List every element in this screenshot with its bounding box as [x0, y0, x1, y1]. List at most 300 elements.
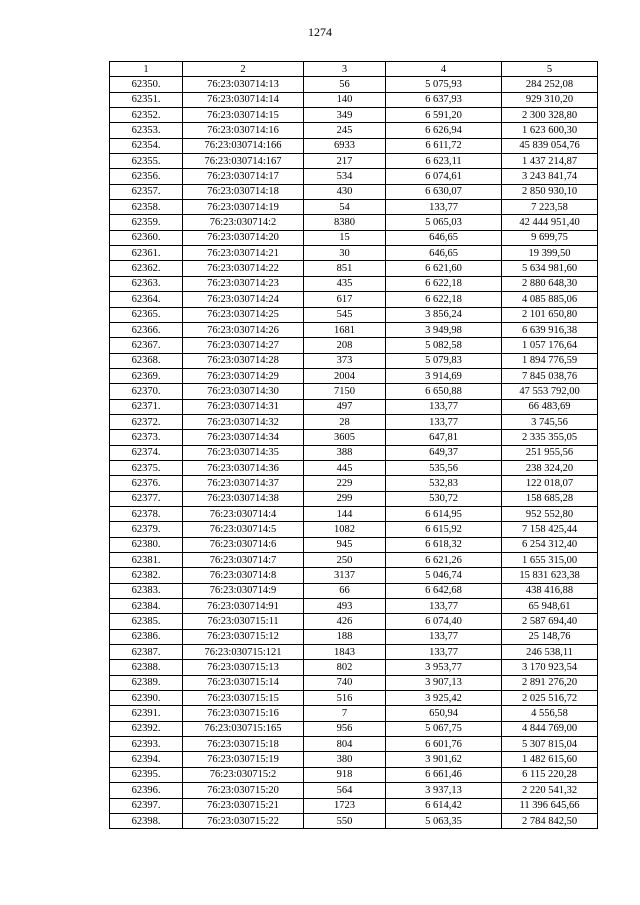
- total-value-cell: 2 784 842,50: [502, 813, 598, 828]
- row-number-cell: 62369.: [110, 368, 183, 383]
- area-cell: 956: [304, 721, 386, 736]
- table-header: [110, 62, 598, 77]
- total-value-cell: 7 158 425,44: [502, 522, 598, 537]
- table-row: [110, 261, 598, 276]
- area-cell: 430: [304, 184, 386, 199]
- column-header-4: 4: [386, 62, 502, 77]
- area-cell: 918: [304, 767, 386, 782]
- table-row: [110, 276, 598, 291]
- row-number-cell: 62396.: [110, 783, 183, 798]
- area-cell: 299: [304, 491, 386, 506]
- area-cell: 250: [304, 553, 386, 568]
- area-cell: 8380: [304, 215, 386, 230]
- area-cell: 2004: [304, 368, 386, 383]
- table-row: [110, 108, 598, 123]
- total-value-cell: 246 538,11: [502, 645, 598, 660]
- cadastral-number-cell: 76:23:030714:21: [183, 246, 304, 261]
- table-row: [110, 583, 598, 598]
- total-value-cell: 158 685,28: [502, 491, 598, 506]
- area-cell: 550: [304, 813, 386, 828]
- row-number-cell: 62370.: [110, 384, 183, 399]
- total-value-cell: 1 894 776,59: [502, 353, 598, 368]
- row-number-cell: 62360.: [110, 230, 183, 245]
- cadastral-number-cell: 76:23:030714:37: [183, 476, 304, 491]
- table-row: [110, 506, 598, 521]
- unit-value-cell: 649,37: [386, 445, 502, 460]
- table-row: [110, 353, 598, 368]
- total-value-cell: 9 699,75: [502, 230, 598, 245]
- area-cell: 435: [304, 276, 386, 291]
- cadastral-number-cell: 76:23:030714:5: [183, 522, 304, 537]
- area-cell: 6933: [304, 138, 386, 153]
- table-row: [110, 737, 598, 752]
- unit-value-cell: 532,83: [386, 476, 502, 491]
- table-row: [110, 169, 598, 184]
- unit-value-cell: 535,56: [386, 460, 502, 475]
- area-cell: 208: [304, 338, 386, 353]
- cadastral-number-cell: 76:23:030714:4: [183, 506, 304, 521]
- row-number-cell: 62350.: [110, 77, 183, 92]
- unit-value-cell: 6 626,94: [386, 123, 502, 138]
- total-value-cell: 25 148,76: [502, 629, 598, 644]
- table-row: [110, 230, 598, 245]
- row-number-cell: 62368.: [110, 353, 183, 368]
- cadastral-number-cell: 76:23:030714:14: [183, 92, 304, 107]
- table-row: [110, 215, 598, 230]
- unit-value-cell: 6 615,92: [386, 522, 502, 537]
- total-value-cell: 42 444 951,40: [502, 215, 598, 230]
- unit-value-cell: 530,72: [386, 491, 502, 506]
- row-number-cell: 62367.: [110, 338, 183, 353]
- row-number-cell: 62397.: [110, 798, 183, 813]
- cadastral-number-cell: 76:23:030715:2: [183, 767, 304, 782]
- cadastral-number-cell: 76:23:030715:14: [183, 675, 304, 690]
- data-table: [109, 61, 598, 829]
- unit-value-cell: 647,81: [386, 430, 502, 445]
- unit-value-cell: 6 591,20: [386, 108, 502, 123]
- area-cell: 54: [304, 200, 386, 215]
- unit-value-cell: 133,77: [386, 399, 502, 414]
- row-number-cell: 62389.: [110, 675, 183, 690]
- area-cell: 617: [304, 292, 386, 307]
- cadastral-number-cell: 76:23:030714:19: [183, 200, 304, 215]
- total-value-cell: 7 845 038,76: [502, 368, 598, 383]
- unit-value-cell: 6 618,32: [386, 537, 502, 552]
- row-number-cell: 62366.: [110, 322, 183, 337]
- total-value-cell: 2 850 930,10: [502, 184, 598, 199]
- cadastral-number-cell: 76:23:030714:38: [183, 491, 304, 506]
- table-body: [110, 77, 598, 829]
- cadastral-number-cell: 76:23:030714:23: [183, 276, 304, 291]
- area-cell: 373: [304, 353, 386, 368]
- area-cell: 15: [304, 230, 386, 245]
- row-number-cell: 62385.: [110, 614, 183, 629]
- area-cell: 1681: [304, 322, 386, 337]
- area-cell: 66: [304, 583, 386, 598]
- table-row: [110, 522, 598, 537]
- table-row: [110, 629, 598, 644]
- row-number-cell: 62359.: [110, 215, 183, 230]
- row-number-cell: 62386.: [110, 629, 183, 644]
- total-value-cell: 2 025 516,72: [502, 691, 598, 706]
- cadastral-number-cell: 76:23:030715:22: [183, 813, 304, 828]
- total-value-cell: 284 252,08: [502, 77, 598, 92]
- unit-value-cell: 6 642,68: [386, 583, 502, 598]
- cadastral-number-cell: 76:23:030714:7: [183, 553, 304, 568]
- total-value-cell: 6 115 220,28: [502, 767, 598, 782]
- row-number-cell: 62395.: [110, 767, 183, 782]
- table-row: [110, 123, 598, 138]
- total-value-cell: 6 639 916,38: [502, 322, 598, 337]
- total-value-cell: 1 057 176,64: [502, 338, 598, 353]
- table-row: [110, 246, 598, 261]
- unit-value-cell: 6 630,07: [386, 184, 502, 199]
- table-row: [110, 445, 598, 460]
- row-number-cell: 62382.: [110, 568, 183, 583]
- row-number-cell: 62374.: [110, 445, 183, 460]
- row-number-cell: 62378.: [110, 506, 183, 521]
- row-number-cell: 62373.: [110, 430, 183, 445]
- table-row: [110, 200, 598, 215]
- area-cell: 426: [304, 614, 386, 629]
- total-value-cell: 3 745,56: [502, 414, 598, 429]
- row-number-cell: 62377.: [110, 491, 183, 506]
- cadastral-number-cell: 76:23:030715:165: [183, 721, 304, 736]
- area-cell: 188: [304, 629, 386, 644]
- total-value-cell: 1 482 615,60: [502, 752, 598, 767]
- area-cell: 30: [304, 246, 386, 261]
- row-number-cell: 62388.: [110, 660, 183, 675]
- cadastral-number-cell: 76:23:030714:26: [183, 322, 304, 337]
- total-value-cell: 2 335 355,05: [502, 430, 598, 445]
- total-value-cell: 19 399,50: [502, 246, 598, 261]
- row-number-cell: 62387.: [110, 645, 183, 660]
- table-row: [110, 614, 598, 629]
- area-cell: 1723: [304, 798, 386, 813]
- table-row: [110, 599, 598, 614]
- unit-value-cell: 6 614,95: [386, 506, 502, 521]
- row-number-cell: 62356.: [110, 169, 183, 184]
- total-value-cell: 3 170 923,54: [502, 660, 598, 675]
- cadastral-number-cell: 76:23:030714:9: [183, 583, 304, 598]
- area-cell: 229: [304, 476, 386, 491]
- unit-value-cell: 5 065,03: [386, 215, 502, 230]
- unit-value-cell: 6 611,72: [386, 138, 502, 153]
- unit-value-cell: 6 650,88: [386, 384, 502, 399]
- unit-value-cell: 6 621,26: [386, 553, 502, 568]
- area-cell: 802: [304, 660, 386, 675]
- total-value-cell: 47 553 792,00: [502, 384, 598, 399]
- table-row: [110, 537, 598, 552]
- total-value-cell: 15 831 623,38: [502, 568, 598, 583]
- unit-value-cell: 3 901,62: [386, 752, 502, 767]
- area-cell: 545: [304, 307, 386, 322]
- unit-value-cell: 6 621,60: [386, 261, 502, 276]
- area-cell: 144: [304, 506, 386, 521]
- area-cell: 804: [304, 737, 386, 752]
- cadastral-number-cell: 76:23:030715:20: [183, 783, 304, 798]
- area-cell: 380: [304, 752, 386, 767]
- cadastral-number-cell: 76:23:030714:2: [183, 215, 304, 230]
- table-row: [110, 414, 598, 429]
- table-row: [110, 568, 598, 583]
- unit-value-cell: 133,77: [386, 645, 502, 660]
- cadastral-number-cell: 76:23:030715:11: [183, 614, 304, 629]
- unit-value-cell: 3 953,77: [386, 660, 502, 675]
- cadastral-number-cell: 76:23:030715:121: [183, 645, 304, 660]
- table-row: [110, 675, 598, 690]
- total-value-cell: 3 243 841,74: [502, 169, 598, 184]
- row-number-cell: 62384.: [110, 599, 183, 614]
- table-row: [110, 460, 598, 475]
- table-row: [110, 368, 598, 383]
- row-number-cell: 62398.: [110, 813, 183, 828]
- unit-value-cell: 5 075,93: [386, 77, 502, 92]
- cadastral-number-cell: 76:23:030714:13: [183, 77, 304, 92]
- unit-value-cell: 650,94: [386, 706, 502, 721]
- area-cell: 1843: [304, 645, 386, 660]
- table-row: [110, 752, 598, 767]
- area-cell: 945: [304, 537, 386, 552]
- area-cell: 516: [304, 691, 386, 706]
- row-number-cell: 62376.: [110, 476, 183, 491]
- cadastral-number-cell: 76:23:030714:27: [183, 338, 304, 353]
- column-header-3: 3: [304, 62, 386, 77]
- table-row: [110, 338, 598, 353]
- row-number-cell: 62355.: [110, 154, 183, 169]
- total-value-cell: 11 396 645,66: [502, 798, 598, 813]
- row-number-cell: 62393.: [110, 737, 183, 752]
- total-value-cell: 45 839 054,76: [502, 138, 598, 153]
- row-number-cell: 62354.: [110, 138, 183, 153]
- table-row: [110, 384, 598, 399]
- area-cell: 740: [304, 675, 386, 690]
- table-row: [110, 138, 598, 153]
- unit-value-cell: 6 637,93: [386, 92, 502, 107]
- cadastral-number-cell: 76:23:030714:167: [183, 154, 304, 169]
- unit-value-cell: 3 856,24: [386, 307, 502, 322]
- total-value-cell: 4 556,58: [502, 706, 598, 721]
- cadastral-number-cell: 76:23:030714:24: [183, 292, 304, 307]
- table-row: [110, 783, 598, 798]
- total-value-cell: 6 254 312,40: [502, 537, 598, 552]
- row-number-cell: 62375.: [110, 460, 183, 475]
- row-number-cell: 62381.: [110, 553, 183, 568]
- total-value-cell: 929 310,20: [502, 92, 598, 107]
- unit-value-cell: 133,77: [386, 629, 502, 644]
- table-row: [110, 660, 598, 675]
- total-value-cell: 2 101 650,80: [502, 307, 598, 322]
- unit-value-cell: 6 622,18: [386, 276, 502, 291]
- unit-value-cell: 3 907,13: [386, 675, 502, 690]
- row-number-cell: 62352.: [110, 108, 183, 123]
- table-row: [110, 798, 598, 813]
- cadastral-number-cell: 76:23:030714:30: [183, 384, 304, 399]
- unit-value-cell: 6 623,11: [386, 154, 502, 169]
- cadastral-number-cell: 76:23:030714:36: [183, 460, 304, 475]
- row-number-cell: 62380.: [110, 537, 183, 552]
- cadastral-number-cell: 76:23:030714:166: [183, 138, 304, 153]
- area-cell: 349: [304, 108, 386, 123]
- table-row: [110, 399, 598, 414]
- area-cell: 497: [304, 399, 386, 414]
- table-row: [110, 767, 598, 782]
- total-value-cell: 2 880 648,30: [502, 276, 598, 291]
- row-number-cell: 62363.: [110, 276, 183, 291]
- row-number-cell: 62365.: [110, 307, 183, 322]
- total-value-cell: 1 437 214,87: [502, 154, 598, 169]
- unit-value-cell: 3 937,13: [386, 783, 502, 798]
- row-number-cell: 62372.: [110, 414, 183, 429]
- area-cell: 564: [304, 783, 386, 798]
- unit-value-cell: 3 914,69: [386, 368, 502, 383]
- cadastral-number-cell: 76:23:030715:12: [183, 629, 304, 644]
- cadastral-number-cell: 76:23:030714:31: [183, 399, 304, 414]
- row-number-cell: 62390.: [110, 691, 183, 706]
- cadastral-number-cell: 76:23:030714:35: [183, 445, 304, 460]
- cadastral-number-cell: 76:23:030714:18: [183, 184, 304, 199]
- area-cell: 56: [304, 77, 386, 92]
- cadastral-number-cell: 76:23:030715:18: [183, 737, 304, 752]
- unit-value-cell: 646,65: [386, 246, 502, 261]
- column-header-1: 1: [110, 62, 183, 77]
- area-cell: 3605: [304, 430, 386, 445]
- total-value-cell: 1 623 600,30: [502, 123, 598, 138]
- column-header-5: 5: [502, 62, 598, 77]
- cadastral-number-cell: 76:23:030714:91: [183, 599, 304, 614]
- total-value-cell: 2 220 541,32: [502, 783, 598, 798]
- cadastral-number-cell: 76:23:030714:8: [183, 568, 304, 583]
- unit-value-cell: 133,77: [386, 599, 502, 614]
- unit-value-cell: 3 949,98: [386, 322, 502, 337]
- table-row: [110, 430, 598, 445]
- area-cell: 217: [304, 154, 386, 169]
- total-value-cell: 5 634 981,60: [502, 261, 598, 276]
- cadastral-number-cell: 76:23:030714:25: [183, 307, 304, 322]
- unit-value-cell: 5 067,75: [386, 721, 502, 736]
- total-value-cell: 952 552,80: [502, 506, 598, 521]
- cadastral-number-cell: 76:23:030715:13: [183, 660, 304, 675]
- unit-value-cell: 6 614,42: [386, 798, 502, 813]
- table-row: [110, 813, 598, 828]
- total-value-cell: 1 655 315,00: [502, 553, 598, 568]
- cadastral-number-cell: 76:23:030714:6: [183, 537, 304, 552]
- total-value-cell: 251 955,56: [502, 445, 598, 460]
- total-value-cell: 7 223,58: [502, 200, 598, 215]
- total-value-cell: 4 085 885,06: [502, 292, 598, 307]
- cadastral-number-cell: 76:23:030714:20: [183, 230, 304, 245]
- unit-value-cell: 6 622,18: [386, 292, 502, 307]
- cadastral-number-cell: 76:23:030715:21: [183, 798, 304, 813]
- cadastral-number-cell: 76:23:030715:19: [183, 752, 304, 767]
- total-value-cell: 2 300 328,80: [502, 108, 598, 123]
- area-cell: 7150: [304, 384, 386, 399]
- total-value-cell: 238 324,20: [502, 460, 598, 475]
- table-row: [110, 645, 598, 660]
- total-value-cell: 66 483,69: [502, 399, 598, 414]
- area-cell: 445: [304, 460, 386, 475]
- cadastral-number-cell: 76:23:030714:17: [183, 169, 304, 184]
- row-number-cell: 62383.: [110, 583, 183, 598]
- unit-value-cell: 5 079,83: [386, 353, 502, 368]
- total-value-cell: 2 587 694,40: [502, 614, 598, 629]
- cadastral-number-cell: 76:23:030714:32: [183, 414, 304, 429]
- area-cell: 28: [304, 414, 386, 429]
- unit-value-cell: 6 074,61: [386, 169, 502, 184]
- table-row: [110, 92, 598, 107]
- cadastral-number-cell: 76:23:030714:15: [183, 108, 304, 123]
- cadastral-number-cell: 76:23:030714:22: [183, 261, 304, 276]
- area-cell: 534: [304, 169, 386, 184]
- table-row: [110, 691, 598, 706]
- table-row: [110, 307, 598, 322]
- cadastral-number-cell: 76:23:030714:29: [183, 368, 304, 383]
- unit-value-cell: 5 046,74: [386, 568, 502, 583]
- total-value-cell: 4 844 769,00: [502, 721, 598, 736]
- row-number-cell: 62358.: [110, 200, 183, 215]
- area-cell: 493: [304, 599, 386, 614]
- total-value-cell: 438 416,88: [502, 583, 598, 598]
- table-row: [110, 77, 598, 92]
- area-cell: 851: [304, 261, 386, 276]
- table-row: [110, 292, 598, 307]
- table-row: [110, 476, 598, 491]
- area-cell: 7: [304, 706, 386, 721]
- row-number-cell: 62391.: [110, 706, 183, 721]
- row-number-cell: 62364.: [110, 292, 183, 307]
- page-number: 1274: [308, 25, 332, 39]
- unit-value-cell: 6 074,40: [386, 614, 502, 629]
- unit-value-cell: 6 601,76: [386, 737, 502, 752]
- table-row: [110, 184, 598, 199]
- row-number-cell: 62353.: [110, 123, 183, 138]
- column-header-2: 2: [183, 62, 304, 77]
- cadastral-number-cell: 76:23:030715:15: [183, 691, 304, 706]
- row-number-cell: 62362.: [110, 261, 183, 276]
- row-number-cell: 62351.: [110, 92, 183, 107]
- unit-value-cell: 133,77: [386, 414, 502, 429]
- total-value-cell: 122 018,07: [502, 476, 598, 491]
- cadastral-number-cell: 76:23:030714:28: [183, 353, 304, 368]
- total-value-cell: 2 891 276,20: [502, 675, 598, 690]
- area-cell: 245: [304, 123, 386, 138]
- table-row: [110, 721, 598, 736]
- cadastral-number-cell: 76:23:030715:16: [183, 706, 304, 721]
- unit-value-cell: 5 082,58: [386, 338, 502, 353]
- table-row: [110, 322, 598, 337]
- row-number-cell: 62357.: [110, 184, 183, 199]
- cadastral-number-cell: 76:23:030714:16: [183, 123, 304, 138]
- header-row: [110, 62, 598, 77]
- unit-value-cell: 646,65: [386, 230, 502, 245]
- table-row: [110, 706, 598, 721]
- row-number-cell: 62394.: [110, 752, 183, 767]
- table-row: [110, 491, 598, 506]
- table-row: [110, 154, 598, 169]
- row-number-cell: 62379.: [110, 522, 183, 537]
- unit-value-cell: 133,77: [386, 200, 502, 215]
- row-number-cell: 62392.: [110, 721, 183, 736]
- row-number-cell: 62361.: [110, 246, 183, 261]
- unit-value-cell: 5 063,35: [386, 813, 502, 828]
- table-row: [110, 553, 598, 568]
- unit-value-cell: 6 661,46: [386, 767, 502, 782]
- area-cell: 1082: [304, 522, 386, 537]
- row-number-cell: 62371.: [110, 399, 183, 414]
- area-cell: 3137: [304, 568, 386, 583]
- area-cell: 140: [304, 92, 386, 107]
- cadastral-number-cell: 76:23:030714:34: [183, 430, 304, 445]
